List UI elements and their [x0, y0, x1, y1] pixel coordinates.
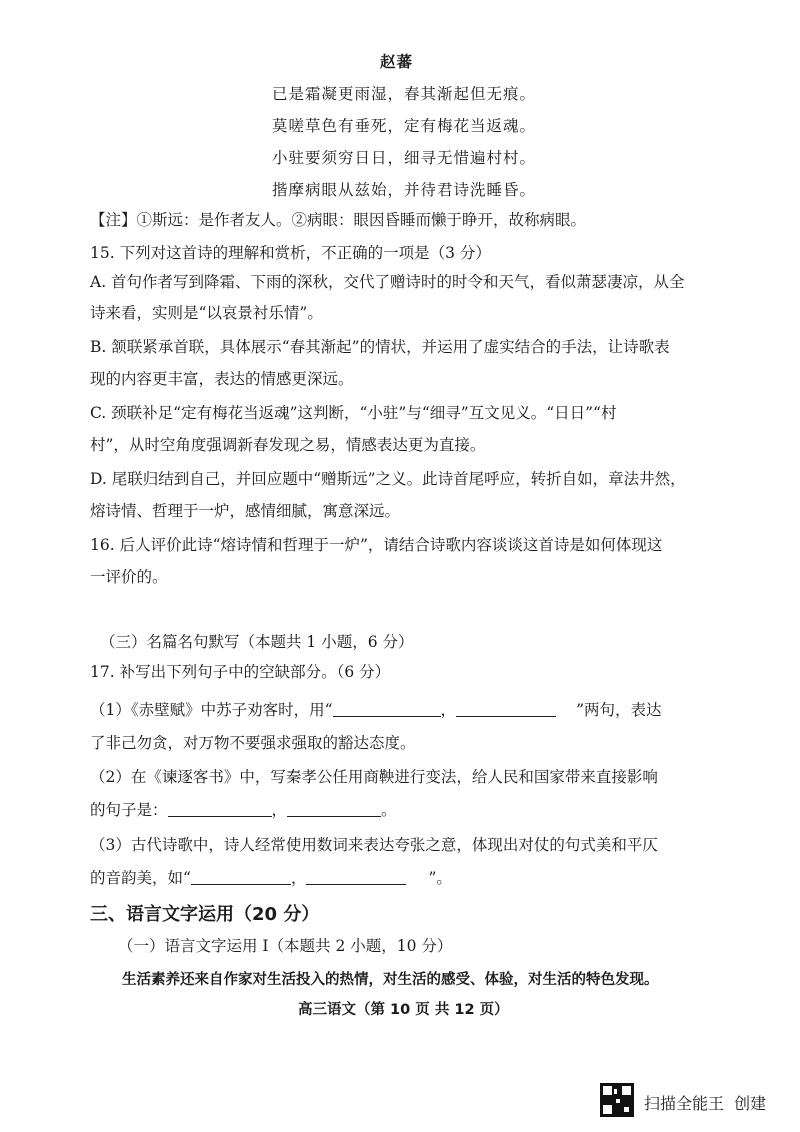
q17-item2-prefix: 的句子是：: [90, 801, 168, 819]
q17-item1-suffix: ”两句，表达: [576, 701, 662, 719]
q15-option-d-line1: D. 尾联归结到自己，并回应题中“赠斯远”之义。此诗首尾呼应，转折自如，章法井然，: [90, 470, 686, 488]
qr-code-icon: [600, 1083, 634, 1117]
q15-option-a-line1: A. 首句作者写到降霜、下雨的深秋，交代了赠诗时的时令和天气，看似萧瑟凄凉，从全: [90, 273, 685, 291]
q17-item3-comma: ，: [290, 869, 307, 887]
q17-item3-prefix: 的音韵美，如“: [90, 869, 191, 887]
scanner-watermark: 扫描全能王 创建: [644, 1094, 767, 1113]
q17-item1-line2: 了非己勿贪，对万物不要强求强取的豁达态度。: [90, 734, 416, 752]
poem-note: 【注】①斯远：是作者友人。②病眼：眼因昏睡而懒于睁开，故称病眼。: [90, 211, 587, 229]
q15-stem: 15. 下列对这首诗的理解和赏析，不正确的一项是（3 分）: [90, 244, 491, 262]
q17-item1-prefix: （1）《赤壁赋》中苏子劝客时，用“: [90, 701, 333, 719]
q15-option-b-line2: 现的内容更丰富，表达的情感更深远。: [90, 370, 354, 388]
q17-item2-line2: [90, 800, 397, 820]
q17-item3-end: ”。: [428, 869, 452, 887]
q17-item2-line1: （2）在《谏逐客书》中，写秦孝公任用商鞅进行变法，给人民和国家带来直接影响: [90, 768, 658, 786]
poem-title: 赵蕃: [380, 53, 414, 71]
q17-blank-3b[interactable]: [306, 868, 406, 885]
section3-heading: 三、语言文字运用（20 分）: [90, 904, 320, 925]
q17-item1-line1: [90, 700, 662, 720]
q17-stem: 17. 补写出下列句子中的空缺部分。（6 分）: [90, 663, 391, 681]
poem-line-1: 已是霜凝更雨湿，春其渐起但无痕。: [272, 85, 537, 103]
q15-option-a-line2: 诗来看，实则是“以哀景衬乐情”。: [90, 304, 323, 322]
page-footer: 高三语文（第 10 页 共 12 页）: [298, 1002, 509, 1018]
q16-line1: 16. 后人评价此诗“熔诗情和哲理于一炉”，请结合诗歌内容谈谈这首诗是如何体现这: [90, 536, 663, 554]
q17-blank-2a[interactable]: [168, 800, 272, 817]
q17-blank-1b[interactable]: [456, 700, 556, 717]
q15-option-d-line2: 熔诗情、哲理于一炉，感情细腻，寓意深远。: [90, 502, 401, 520]
q15-option-b-line1: B. 颔联紧承首联，具体展示“春其渐起”的情状，并运用了虚实结合的手法，让诗歌表: [90, 338, 670, 356]
part3-heading: （三）名篇名句默写（本题共 1 小题，6 分）: [100, 633, 414, 651]
q17-item3-line1: （3）古代诗歌中，诗人经常使用数词来表达夸张之意，体现出对仗的句式美和平仄: [90, 836, 658, 854]
q17-blank-1a[interactable]: [333, 700, 441, 717]
section3-sub1-heading: （一）语言文字运用 I（本题共 2 小题，10 分）: [118, 937, 453, 955]
q16-line2: 一评价的。: [90, 568, 168, 586]
q17-item2-end: 。: [381, 801, 397, 819]
q17-blank-3a[interactable]: [191, 868, 291, 885]
q17-item3-line2: [90, 868, 452, 888]
poem-line-2: 莫嗟草色有垂死，定有梅花当返魂。: [272, 117, 537, 135]
poem-line-4: 揩摩病眼从兹始，并待君诗洗睡昏。: [272, 181, 537, 199]
q15-option-c-line2: 村”，从时空角度强调新春发现之易，情感表达更为直接。: [90, 436, 486, 454]
poem-line-3: 小驻要须穷日日，细寻无惜遍村村。: [272, 149, 537, 167]
q17-item1-comma: ，: [440, 701, 457, 719]
q17-blank-2b[interactable]: [287, 800, 381, 817]
q17-item2-comma: ，: [271, 801, 288, 819]
passage-line: 生活素养还来自作家对生活投入的热情，对生活的感受、体验，对生活的特色发现。: [122, 972, 659, 988]
q15-option-c-line1: C. 颈联补足“定有梅花当返魂”这判断，“小驻”与“细寻”互文见义。“日日”“村: [90, 404, 617, 422]
